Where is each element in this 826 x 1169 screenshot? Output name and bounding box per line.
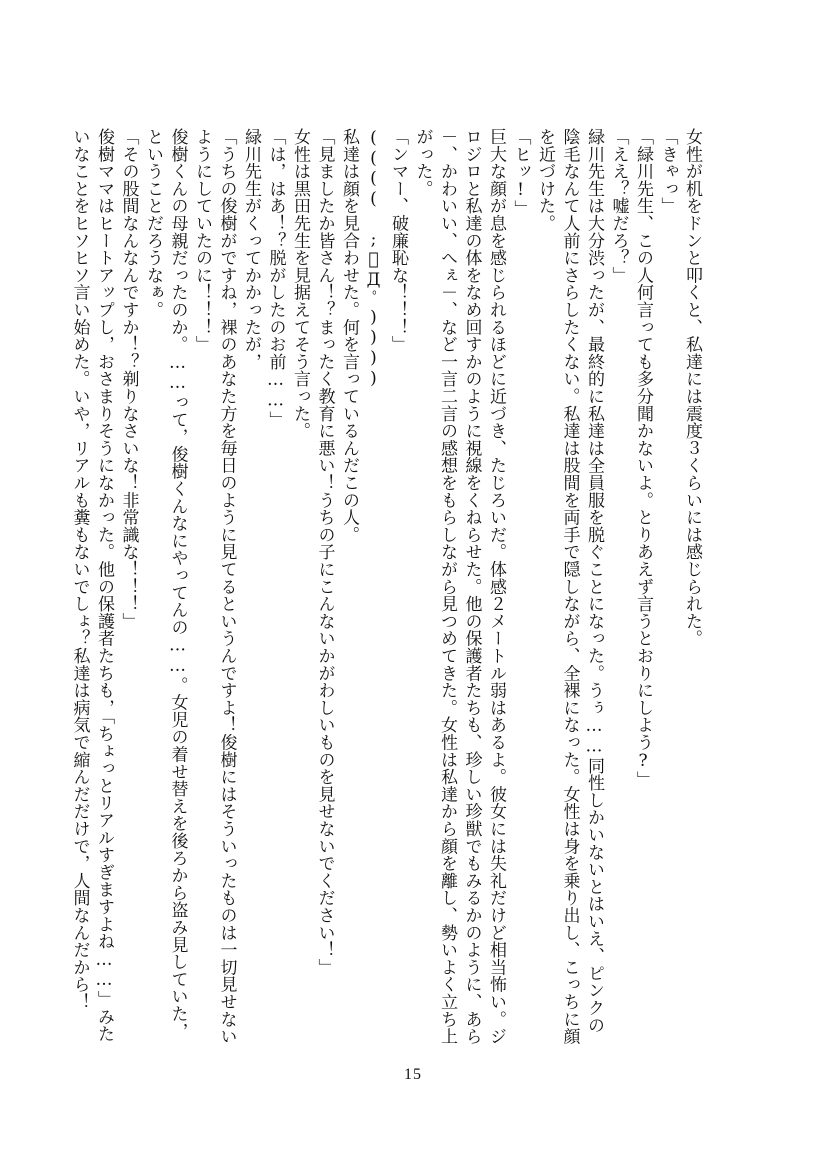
text-line: 女性が机をドンと叩くと、私達には震度３くらいには感じられた。 — [682, 128, 702, 647]
text-line: 「見ましたか皆さん！？まったく教育に悪い！うちの子にこんないかがわしいものを見せないでください！」 — [314, 128, 335, 976]
text-line: 巨大な顔が息を感じられるほどに近づき、たじろいだ。体感２メートル弱はあるよ。彼女には失礼だけど相当怖い。ジロジロと私達の体をなめ回すかのように視線をくねらせた。他の保護者たちも、珍しい珍獣でもみるかのように、あら－、かわいい、へぇ－、など一言二言の感想をもらしながら見つめてきた。女性は私達から顔を離し、勢いよく立ち上がった。 — [412, 128, 506, 1045]
text-line: 緑川先生は大分渋ったが、最終的に私達は全員服を脱ぐことになった。うぅ……同性しかいないとはいえ、ピンクの陰毛なんて人前にさらしたくない。私達は股間を両手で隠しながら、全裸になった。女性は身を乗り出し、こっちに顔を近づけた。 — [535, 128, 604, 1045]
text-line: 「ええ？嘘だろ？」 — [608, 128, 629, 284]
emoticon-line: (((( ;ﾟДﾟ)))) — [363, 128, 384, 389]
text-line: 「うちの俊樹がですね，裸のあなた方を毎日のように見てるというんですよ！俊樹にはそういったものは一切見せないようにしていたのに！！！」 — [192, 128, 237, 1045]
text-line: 俊樹ママはヒートアップし，おさまりそうになかった。他の保護者たちも，「ちょっとリアルすぎますよね……」みたいなことをヒソヒソ言い始めた。いや，リアルも糞もないでしょ？私達は病気で縮んだだけで，人間なんだから！ — [69, 128, 114, 1043]
vertical-text-body — [69, 128, 704, 1048]
text-line: 「緑川先生、この人何言っても多分聞かないよ。とりあえず言うとおりにしよう?」 — [633, 128, 653, 789]
page-number: 15 — [404, 1066, 422, 1083]
text-line: 「ヒッ!」 — [510, 128, 531, 218]
text-line: 俊樹くんの母親だったのか。……って，俊樹くんなにやってんの……。女児の着せ替えを後ろから盗み見していた，ということだろうなぁ。 — [143, 128, 188, 1040]
text-line: 「ンマー、破廉恥な！！！」 — [388, 128, 408, 353]
text-line: 「きゃっ」 — [657, 128, 678, 215]
text-line: 女性は黒田先生を見据えてそう言った。 — [290, 128, 310, 440]
text-line: 「その股間なんなんですか！？剃りなさいな！非常識な！！！」 — [118, 128, 139, 630]
text-line: 「は，はあ！？脱がしたのお前……」 — [265, 128, 286, 429]
text-line: 緑川先生がくってかかったが， — [241, 128, 261, 371]
text-line: 私達は顔を見合わせた。何を言っているんだこの人。 — [339, 128, 359, 544]
